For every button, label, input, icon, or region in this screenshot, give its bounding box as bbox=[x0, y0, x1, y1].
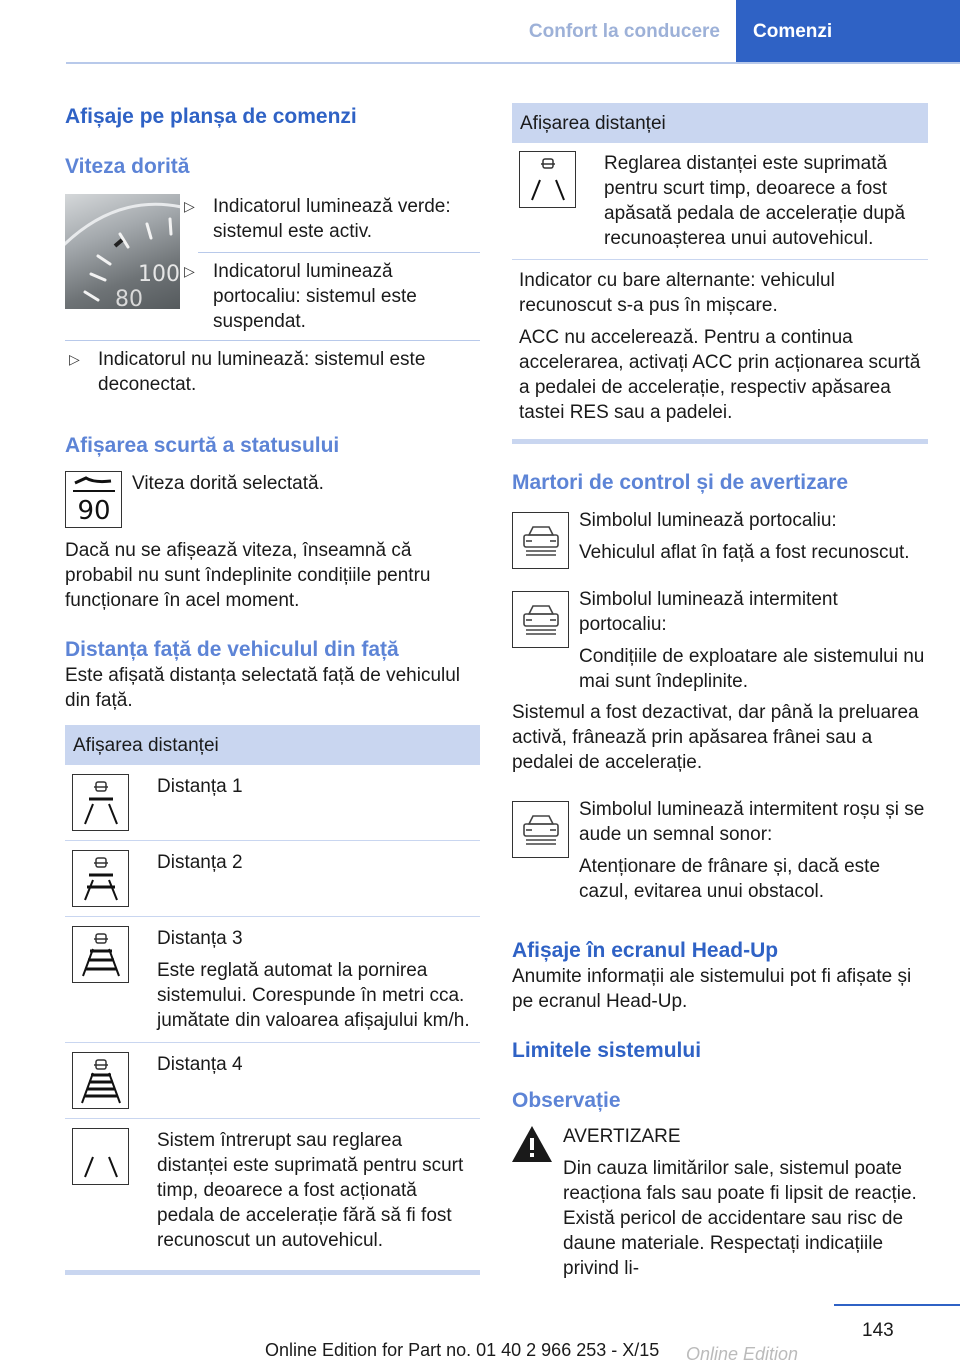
bullet-off: ▷ Indicatorul nu luminează: sistemul este deconectat. bbox=[65, 347, 480, 397]
speedo-80-label: 80 bbox=[115, 287, 143, 309]
warning-icon-dot bbox=[530, 1153, 534, 1157]
distance-table-header: Afișarea distanței bbox=[65, 725, 480, 765]
speedometer-photo bbox=[65, 194, 180, 309]
table-row bbox=[65, 841, 480, 917]
acc-accelerate-text: ACC nu accelerează. Pentru a continua accelerarea, activați ACC prin acționarea scurtă a pedalei de accelerație, respectiv apăsarea tastei RES sau a padelei. bbox=[519, 327, 921, 423]
distance-suppressed-text: Reglarea distanței este suprimată pentru scurt timp, deoarece a fost apăsată pedala de accelerație după recunoașterea unui autovehicul. bbox=[604, 153, 906, 249]
heading-short-status: Afișarea scurtă a statusului bbox=[65, 434, 340, 457]
header-tabs bbox=[513, 0, 960, 62]
indicator-red-text: Atenționare de frânare și, dacă este cazul, evitarea unui obstacol. bbox=[579, 856, 881, 902]
distance-paragraph: Este afișată distanța selectată față de vehiculul din față. bbox=[65, 665, 461, 711]
deactivated-paragraph: Sistemul a fost dezactivat, dar până la preluarea activă, frânează prin apăsarea frânei sau a pedalei de accelerație. bbox=[512, 702, 919, 773]
heading-headup: Afișaje în ecranul Head-Up bbox=[512, 939, 779, 962]
tab-current[interactable]: Comenzi bbox=[736, 0, 960, 62]
tab-section[interactable]: Confort la conducere bbox=[528, 20, 720, 42]
distance-1-icon bbox=[72, 774, 129, 831]
table-end-bar bbox=[65, 1270, 480, 1275]
bullet-suspended: ▷ Indicatorul luminează portocaliu: sistemul este suspendat. bbox=[180, 259, 480, 334]
distance-3-icon bbox=[72, 926, 129, 983]
status-text: Viteza dorită selectată. bbox=[132, 473, 324, 494]
distance-table-header-cont: Afișarea distanței bbox=[512, 103, 928, 143]
indicator-orange-flashing: Simbolul luminează intermitent portocaliu: Condițiile de exploatare ale sistemului nu mai sunt îndeplinite. bbox=[512, 587, 928, 694]
bullet-divider bbox=[65, 340, 480, 341]
page-number: 143 bbox=[862, 1320, 894, 1341]
distance-2-text: Distanța 2 bbox=[157, 852, 243, 873]
watermark: Online Edition bbox=[686, 1344, 799, 1362]
status-paragraph: Dacă nu se afișează viteza, înseamnă că probabil nu sunt îndeplinite condițiile pentru funcționare în acel moment. bbox=[65, 540, 431, 611]
vehicle-detected-icon bbox=[512, 512, 569, 569]
warning-block bbox=[512, 1124, 928, 1281]
heading-note: Observație bbox=[512, 1089, 621, 1112]
right-column bbox=[512, 103, 928, 1281]
table-row bbox=[65, 1119, 480, 1262]
heading-distance: Distanța față de vehiculul din față bbox=[65, 638, 399, 661]
heading-indicators: Martori de control și de avertizare bbox=[512, 471, 849, 494]
indicator-orange-flashing-text: Condițiile de exploatare ale sistemului nu mai sunt îndeplinite. bbox=[579, 646, 925, 692]
distance-2-icon bbox=[72, 850, 129, 907]
footer-rule bbox=[834, 1304, 960, 1306]
table-end-bar bbox=[512, 439, 928, 444]
bullet-active: ▷ Indicatorul luminează verde: sistemul este activ. bbox=[180, 194, 480, 247]
alternating-bars-text: Indicator cu bare alternante: vehiculul recunoscut s-a pus în mișcare. bbox=[519, 270, 835, 316]
indicator-orange bbox=[512, 508, 928, 569]
heading-desired-speed: Viteza dorită bbox=[65, 155, 190, 178]
heading-limits: Limitele sistemului bbox=[512, 1039, 702, 1062]
warning-icon-mark bbox=[530, 1138, 534, 1150]
indicator-orange-text: Simbolul luminează portocaliu: Vehiculul aflat în față a fost recunoscut. bbox=[579, 510, 910, 563]
speed-indicator-block bbox=[65, 194, 480, 334]
speed-90-symbol bbox=[65, 471, 122, 528]
distance-4-text: Distanța 4 bbox=[157, 1054, 243, 1075]
table-row bbox=[65, 917, 480, 1043]
bullet-divider bbox=[198, 252, 480, 253]
indicator-red-flashing: Simbolul luminează intermitent roșu și se aude un semnal sonor: Atenționare de frânare și, dacă este cazul, evitarea unui obstacol. bbox=[512, 797, 928, 904]
warning-text: Din cauza limitărilor sale, sistemul poate reacționa fals sau poate fi lipsit de reacție. Există pericol de accidentare sau risc de daune materiale. Respectați indicațiile privind li- bbox=[563, 1158, 917, 1279]
distance-interrupted-icon bbox=[72, 1128, 129, 1185]
speed-90-value: 90 bbox=[76, 495, 111, 525]
distance-suppressed-icon bbox=[519, 151, 576, 208]
table-row bbox=[65, 765, 480, 841]
vehicle-flashing-red-icon bbox=[512, 801, 569, 858]
distance-3-note: Este reglată automat la pornirea sistemului. Corespunde în metri cca. jumătate din valoarea afișajului km/h. bbox=[157, 960, 470, 1031]
speed-bullets bbox=[180, 194, 480, 334]
distance-3-cell bbox=[157, 926, 477, 1033]
footer-edition: Online Edition for Part no. 01 40 2 966 253 - X/15 bbox=[265, 1340, 660, 1360]
status-row bbox=[65, 471, 480, 528]
header-rule bbox=[66, 62, 960, 64]
distance-1-text: Distanța 1 bbox=[157, 776, 243, 797]
vehicle-flashing-orange-icon bbox=[512, 591, 569, 648]
left-column bbox=[65, 100, 480, 1275]
table-row bbox=[512, 143, 928, 260]
distance-4-icon bbox=[72, 1052, 129, 1109]
table-row bbox=[512, 260, 928, 439]
headup-paragraph: Anumite informații ale sistemului pot fi afișate și pe ecranul Head-Up. bbox=[512, 966, 912, 1012]
table-row bbox=[65, 1043, 480, 1119]
warning-title: AVERTIZARE bbox=[563, 1126, 681, 1147]
speedo-100-label: 100 bbox=[138, 262, 180, 287]
heading-dashboard: Afișaje pe planșa de comenzi bbox=[65, 105, 357, 128]
distance-3-text: Distanța 3 bbox=[157, 928, 243, 949]
distance-interrupted-text: Sistem întrerupt sau reglarea distanței este suprimată pentru scurt timp, deoarece a fost acționată pedala de accelerație fără să fi fost recunoscut un autovehicul. bbox=[157, 1130, 464, 1251]
